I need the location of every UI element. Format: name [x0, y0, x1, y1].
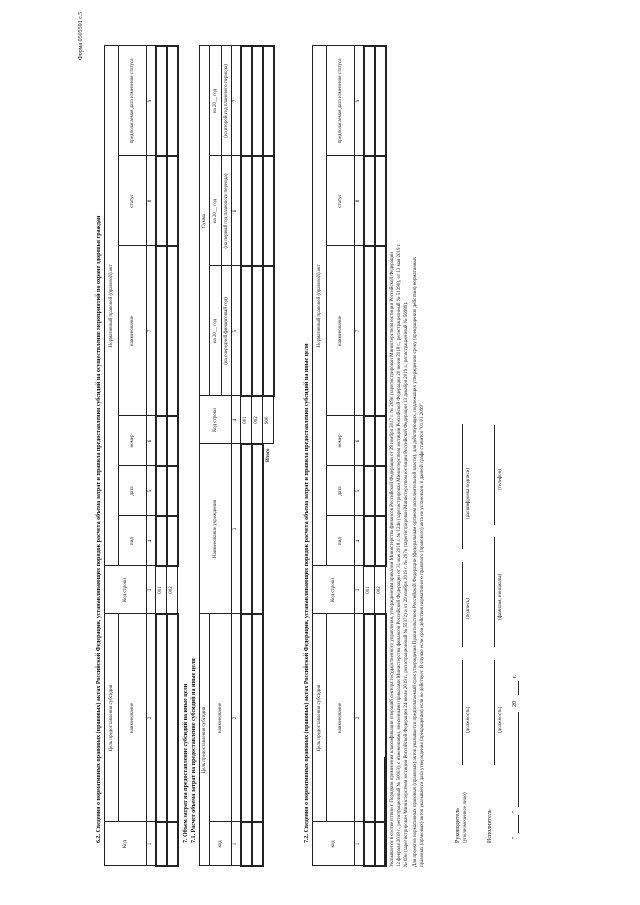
col-num: 7 — [232, 46, 241, 156]
header-kind: вид — [327, 516, 355, 566]
table-cell[interactable] — [156, 516, 167, 566]
table-row — [252, 46, 263, 866]
line-code-cell: 001 — [156, 566, 167, 614]
header-date: дата — [327, 466, 355, 516]
head-decode-line[interactable] — [462, 424, 463, 549]
col-num: 5 — [355, 466, 364, 516]
table-cell[interactable] — [167, 156, 178, 246]
table-cell[interactable] — [364, 416, 375, 466]
head-signature-caption: (подпись) — [466, 598, 471, 619]
executor-position-caption: (должность) — [498, 706, 503, 733]
table-cell[interactable] — [167, 466, 178, 516]
table-cell[interactable] — [156, 246, 167, 416]
header-number: номер — [119, 416, 147, 466]
col-num: 4 — [232, 396, 241, 444]
footnote-1: Указывается в соответствии с Порядком применения классификации операций сектора государственного управления, утвержденным приказом Министерства финансов Российской Федерации от 29 ноября 2017 г. № 209н (зарегистрирован Министерством юстиции Российской Федерации — [390, 252, 395, 867]
line-code-cell: 001 — [241, 396, 252, 444]
table-row — [241, 46, 252, 866]
table-7-1 — [199, 45, 275, 867]
header-line-code: Код строки — [313, 566, 355, 614]
date-year-suffix: г. — [512, 674, 518, 678]
date-quote-open: " — [512, 836, 518, 839]
table-row — [375, 46, 386, 866]
header-goal: Цель предоставления субсидии — [200, 614, 210, 866]
footnote-2: Для проектов нормативных правовых (правовых) актов указывается предполагаемый срок утверждения Правительством Российской Федерации (федеральным органом исполнительной власти), для действующих, подлежащих утверждению сроку (прекращению действия) нормативных — [413, 256, 418, 867]
header-line-code: Код строки — [200, 396, 232, 444]
executor-position-line[interactable] — [494, 660, 495, 765]
head-signature-line[interactable] — [462, 562, 463, 647]
footnote-1-cont: № 69н (зарегистрирован Министерством юстиции Российской Федерации 24 июля 2019 г., регистрационный № 55372) и от 29 ноября 2019 г. № 207н (зарегистрирован Министерством юстиции Российской Федерации 13 декабря 2019 г., регистрационный № 56989). — [404, 301, 409, 867]
table-row — [156, 46, 167, 866]
table-cell[interactable] — [375, 246, 386, 416]
total-cell[interactable] — [263, 266, 274, 396]
head-decode-caption: (расшифровка подписи) — [466, 467, 471, 519]
col-num: 2 — [355, 614, 364, 822]
col-num: 7 — [147, 246, 156, 416]
header-code: код — [210, 822, 232, 866]
table-cell[interactable] — [241, 156, 252, 266]
table-cell[interactable] — [167, 516, 178, 566]
col-num: 6 — [232, 156, 241, 266]
table-cell[interactable] — [364, 614, 375, 822]
header-name: наименование — [327, 614, 355, 822]
header-code: Код — [105, 822, 147, 866]
table-cell[interactable] — [167, 614, 178, 822]
section-7-2-title: 7.2. Сведения о нормативных правовых (правовых) актах Российской Федерации, устанавливающих порядок расчета объема затрат и правила предоставления субсидий на иные цели — [304, 343, 310, 843]
table-cell[interactable] — [375, 466, 386, 516]
table-6-2 — [104, 45, 179, 867]
header-goal: Цель предоставления субсидии — [105, 614, 119, 822]
header-year-2-note: (на первый год планового периода) — [222, 156, 232, 266]
header-name: наименование — [210, 614, 232, 822]
col-num: 3 — [147, 566, 156, 614]
executor-label: Исполнитель — [487, 809, 493, 843]
col-num: 2 — [147, 614, 156, 822]
header-kind: вид — [119, 516, 147, 566]
table-cell[interactable] — [156, 156, 167, 246]
head-position-line[interactable] — [462, 660, 463, 765]
table-cell[interactable] — [364, 156, 375, 246]
date-year-line[interactable] — [518, 681, 519, 695]
table-cell[interactable] — [241, 444, 252, 614]
header-institution: Наименование учреждения — [200, 444, 232, 614]
header-status: статус — [119, 156, 147, 246]
col-num: 8 — [147, 156, 156, 246]
line-code-cell: 001 — [364, 566, 375, 614]
table-cell[interactable] — [241, 822, 252, 866]
date-year-prefix: 20 — [512, 701, 518, 707]
total-cell[interactable] — [263, 156, 274, 266]
table-cell[interactable] — [241, 614, 252, 822]
table-cell[interactable] — [252, 266, 263, 396]
col-num: 1 — [147, 822, 156, 866]
table-cell[interactable] — [167, 416, 178, 466]
table-7-2 — [312, 45, 387, 867]
col-num: 4 — [147, 516, 156, 566]
col-num: 7 — [355, 246, 364, 416]
footnote-separator — [384, 757, 385, 867]
col-num: 4 — [355, 516, 364, 566]
table-cell[interactable] — [156, 822, 167, 866]
footnote-1-cont: 12 февраля 2018 г., регистрационный № 50003), с изменениями, внесенными приказами Министерства финансов Российской Федерации от 31 мая 2018 г. № 124н (зарегистрирован Министерством юстиции Российской Федерации 20 июня 2018 г., регистрационный № 51390), от 13 мая 2019 г. — [397, 243, 402, 867]
table-cell[interactable] — [364, 466, 375, 516]
header-year-3-note: (на второй год планового периода) — [222, 46, 232, 156]
table-cell[interactable] — [167, 46, 178, 156]
col-num: 6 — [355, 416, 364, 466]
table-cell[interactable] — [375, 416, 386, 466]
header-number: номер — [327, 416, 355, 466]
table-cell[interactable] — [241, 46, 252, 156]
table-cell[interactable] — [375, 516, 386, 566]
header-year-1: на 20__ год — [210, 266, 222, 396]
col-num: 9 — [147, 46, 156, 156]
table-cell[interactable] — [156, 46, 167, 156]
head-note: (уполномоченное лицо) — [463, 792, 468, 843]
col-num: 6 — [147, 416, 156, 466]
executor-phone-caption: (телефон) — [498, 469, 503, 490]
total-cell[interactable] — [263, 46, 274, 156]
total-label: Итого — [265, 448, 271, 462]
table-cell[interactable] — [375, 156, 386, 246]
header-act: Нормативный правовой (правовой) акт — [105, 46, 119, 566]
executor-fio-line[interactable] — [494, 537, 495, 647]
table-cell[interactable] — [167, 246, 178, 416]
table-cell[interactable] — [364, 246, 375, 416]
section-6-2-title: 6.2. Сведения о нормативных правовых (правовых) актах Российской Федерации, устанавливающих порядок расчета объема затрат и правила предоставления субсидий на осуществление мероприятий по охране здоровья граждан — [96, 215, 102, 843]
executor-phone-line[interactable] — [494, 425, 495, 525]
form-label: Форма 0505591 с.5 — [78, 11, 84, 60]
col-num: 8 — [355, 156, 364, 246]
line-code-cell: 002 — [167, 566, 178, 614]
total-row — [263, 46, 274, 866]
table-cell[interactable] — [252, 156, 263, 266]
date-day-line[interactable] — [518, 815, 519, 833]
date-quote-close: " — [512, 810, 518, 813]
table-cell[interactable] — [241, 266, 252, 396]
header-sum: Сумма — [200, 46, 210, 396]
table-cell[interactable] — [375, 46, 386, 156]
header-status-date: предполагаемая дата изменения статуса — [327, 46, 355, 156]
table-row — [364, 46, 375, 866]
header-status-date: предполагаемая дата изменения статуса — [119, 46, 147, 156]
header-act-name: наименование — [327, 246, 355, 416]
col-num: 3 — [232, 444, 241, 614]
table-row — [167, 46, 178, 866]
table-cell[interactable] — [252, 46, 263, 156]
footnote-2-cont: правовых (правовых) актов указывается дата утверждения (прекращения) если не действует. В случае если срок действия нормативного правового (правового) акта не установлен, в данной графе ставится "01.01.2099". — [420, 401, 425, 867]
col-num: 2 — [232, 614, 241, 822]
header-year-3: на 20__ год — [210, 46, 222, 156]
table-cell[interactable] — [167, 822, 178, 866]
date-month-line[interactable] — [518, 712, 519, 807]
col-num: 9 — [355, 46, 364, 156]
header-code: код — [313, 822, 355, 866]
table-cell[interactable] — [364, 822, 375, 866]
table-cell[interactable] — [252, 444, 263, 614]
table-cell[interactable] — [252, 614, 263, 822]
section-7-1-title: 7.1. Расчет объема затрат на предоставление субсидий на иные цели — [191, 658, 197, 843]
header-status: статус — [327, 156, 355, 246]
col-num: 5 — [232, 266, 241, 396]
section-7-title: 7. Объем затрат на предоставление субсидий на иные цели — [183, 683, 189, 843]
header-line-code: Код строки — [105, 566, 147, 614]
header-year-1-note: (на очередной финансовый год) — [222, 266, 232, 396]
head-label: Руководитель — [455, 808, 461, 843]
col-num: 1 — [355, 822, 364, 866]
col-num: 1 — [232, 822, 241, 866]
col-num: 3 — [355, 566, 364, 614]
line-code-cell: 002 — [375, 566, 386, 614]
header-name: наименование — [119, 614, 147, 822]
head-position-caption: (должность) — [466, 706, 471, 733]
table-cell[interactable] — [364, 516, 375, 566]
table-cell[interactable] — [364, 46, 375, 156]
line-code-cell: 002 — [252, 396, 263, 444]
executor-fio-caption: (фамилия, инициалы) — [498, 573, 503, 620]
table-cell[interactable] — [156, 614, 167, 822]
total-code: 900 — [263, 396, 274, 444]
header-date: дата — [119, 466, 147, 516]
header-act: Нормативный правовой (правовой) акт — [313, 46, 327, 566]
table-cell[interactable] — [156, 466, 167, 516]
table-cell[interactable] — [156, 416, 167, 466]
header-year-2: на 20__ год — [210, 156, 222, 266]
col-num: 5 — [147, 466, 156, 516]
table-cell[interactable] — [252, 822, 263, 866]
header-goal: Цель предоставления субсидии — [313, 614, 327, 822]
header-act-name: наименование — [119, 246, 147, 416]
